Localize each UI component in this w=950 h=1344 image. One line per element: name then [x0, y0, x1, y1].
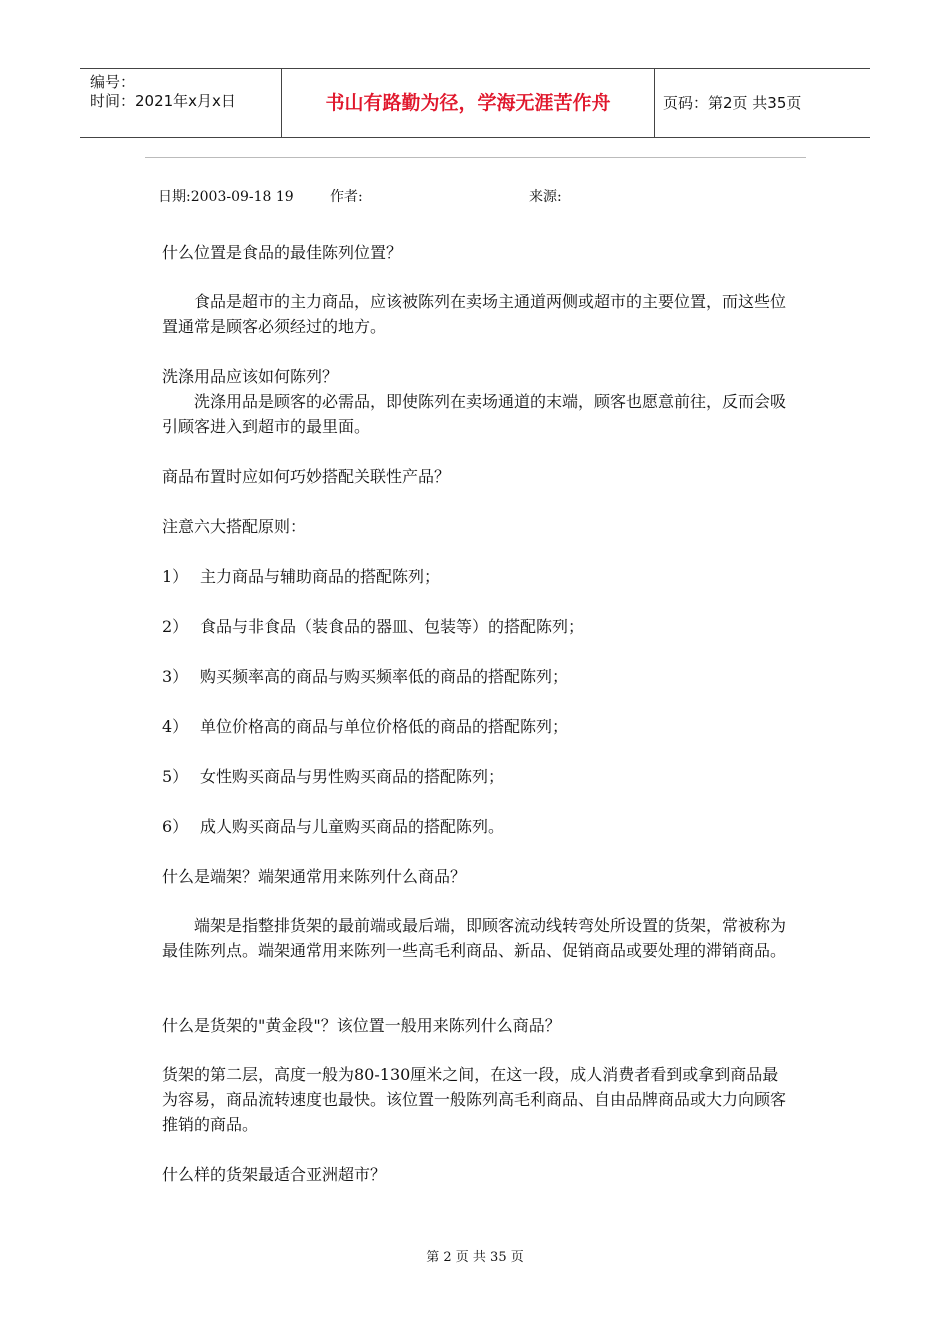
rule-number: 5） — [162, 767, 189, 786]
rule-text: 购买频率高的商品与购买频率低的商品的搭配陈列； — [200, 667, 569, 686]
answer-1: 食品是超市的主力商品，应该被陈列在卖场主通道两侧或超市的主要位置，而这些位置通常是顾客必须经过的地方。 — [162, 292, 787, 336]
header-meta-cell — [80, 69, 282, 137]
rule-number: 2） — [162, 617, 189, 636]
meta-author: 作者: — [330, 189, 363, 205]
rule-number: 4） — [162, 717, 189, 736]
question-6: 什么样的货架最适合亚洲超市？ — [162, 1165, 387, 1184]
rule-item-5 — [162, 764, 790, 789]
meta-date: 日期:2003-09-18 19 — [158, 189, 294, 205]
rule-number: 1） — [162, 567, 189, 586]
rule-item-3 — [162, 664, 790, 689]
meta-source: 来源: — [529, 189, 562, 205]
header-page-info: 页码：第2页 共35页 — [663, 94, 802, 112]
rule-item-6 — [162, 814, 790, 839]
number-label: 编号： — [90, 73, 136, 91]
question-1: 什么位置是食品的最佳陈列位置？ — [162, 243, 403, 262]
rules-intro: 注意六大搭配原则： — [162, 517, 307, 536]
header-divider — [145, 157, 806, 158]
time-label: 时间：2021年x月x日 — [90, 92, 236, 110]
page-header — [80, 68, 870, 138]
rule-item-2 — [162, 614, 790, 639]
question-2: 洗涤用品应该如何陈列？ — [162, 367, 339, 386]
question-5: 什么是货架的"黄金段"？该位置一般用来陈列什么商品？ — [162, 1016, 561, 1035]
answer-2: 洗涤用品是顾客的必需品，即使陈列在卖场通道的末端，顾客也愿意前往，反而会吸引顾客进入到超市的最里面。 — [162, 392, 787, 436]
rule-item-4 — [162, 714, 790, 739]
header-motto: 书山有路勤为径，学海无涯苦作舟 — [282, 69, 655, 137]
question-3: 商品布置时应如何巧妙搭配关联性产品？ — [162, 467, 451, 486]
answer-5: 货架的第二层，高度一般为80-130厘米之间，在这一段，成人消费者看到或拿到商品最为容易，商品流转速度也最快。该位置一般陈列高毛利商品、自由品牌商品或大力向顾客推销的商品。 — [162, 1065, 787, 1134]
question-4: 什么是端架？端架通常用来陈列什么商品？ — [162, 867, 467, 886]
rule-number: 6） — [162, 817, 189, 836]
rule-text: 单位价格高的商品与单位价格低的商品的搭配陈列； — [200, 717, 569, 736]
rule-text: 成人购买商品与儿童购买商品的搭配陈列。 — [200, 817, 505, 836]
rule-text: 主力商品与辅助商品的搭配陈列； — [200, 567, 441, 586]
page-footer: 第 2 页 共 35 页 — [426, 1250, 524, 1265]
rule-number: 3） — [162, 667, 189, 686]
rule-text: 食品与非食品（装食品的器皿、包装等）的搭配陈列； — [200, 617, 585, 636]
rule-item-1 — [162, 564, 790, 589]
answer-4: 端架是指整排货架的最前端或最后端，即顾客流动线转弯处所设置的货架，常被称为最佳陈列点。端架通常用来陈列一些高毛利商品、新品、促销商品或要处理的滞销商品。 — [162, 916, 787, 960]
rule-text: 女性购买商品与男性购买商品的搭配陈列； — [200, 767, 505, 786]
